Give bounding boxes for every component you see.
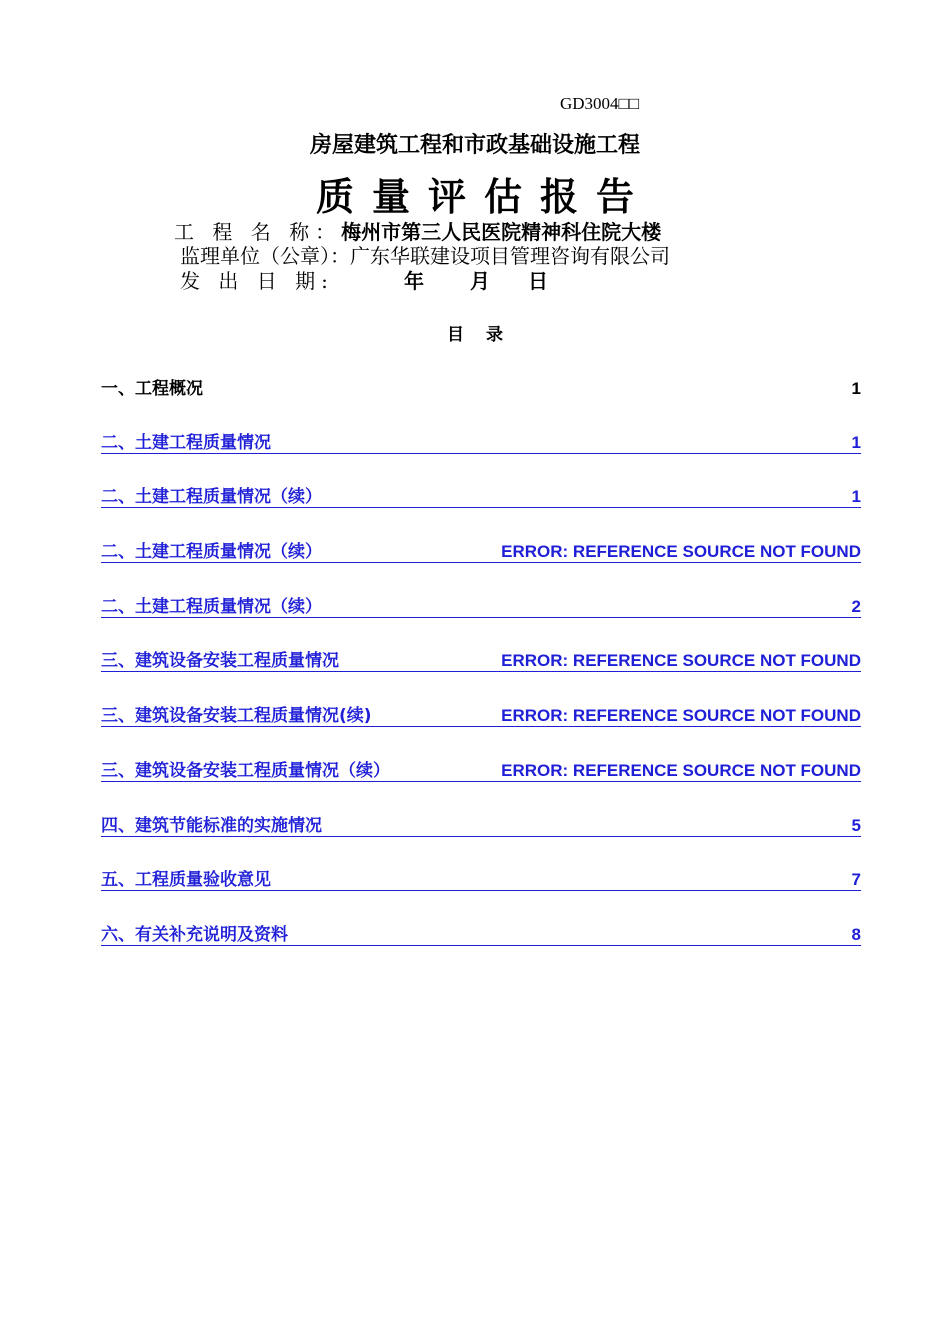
toc-entry-page: 1 xyxy=(851,432,861,452)
toc-entry[interactable] xyxy=(101,863,861,891)
table-of-contents xyxy=(101,372,861,973)
toc-entry[interactable] xyxy=(101,590,861,618)
toc-entry-title: 三、建筑设备安装工程质量情况(续) xyxy=(101,706,372,727)
date-month: 月 xyxy=(470,269,490,293)
date-day: 日 xyxy=(528,269,548,293)
toc-entry-page: 8 xyxy=(851,924,861,944)
issue-date-label: 发 出 日 期: xyxy=(180,269,334,293)
toc-entry-page: 1 xyxy=(851,379,861,398)
toc-entry-title: 六、有关补充说明及资料 xyxy=(101,924,288,945)
project-name-label: 工 程 名 称： xyxy=(174,220,342,244)
supervisor-value: 广东华联建设项目管理咨询有限公司 xyxy=(350,244,670,268)
toc-entry-title: 二、土建工程质量情况 xyxy=(101,432,271,453)
report-subtitle: 房屋建筑工程和市政基础设施工程 xyxy=(309,133,640,158)
toc-entry-title: 二、土建工程质量情况（续） xyxy=(101,542,322,563)
toc-entry[interactable] xyxy=(101,426,861,454)
project-name-value: 梅州市第三人民医院精神科住院大楼 xyxy=(341,220,662,244)
toc-entry-title: 五、工程质量验收意见 xyxy=(101,870,271,891)
toc-entry-page: 5 xyxy=(851,815,861,835)
toc-entry[interactable] xyxy=(101,480,861,508)
toc-entry[interactable] xyxy=(101,535,861,563)
toc-entry[interactable] xyxy=(101,372,861,399)
toc-entry-title: 四、建筑节能标准的实施情况 xyxy=(101,815,322,836)
toc-entry[interactable] xyxy=(101,918,861,946)
toc-entry-page: 2 xyxy=(851,596,861,616)
toc-entry[interactable] xyxy=(101,644,861,672)
toc-entry-page: ERROR: REFERENCE SOURCE NOT FOUND xyxy=(501,542,861,562)
toc-entry[interactable] xyxy=(101,699,861,727)
toc-entry[interactable] xyxy=(101,754,861,782)
report-title: 质量评估报告 xyxy=(315,174,652,219)
toc-entry-page: ERROR: REFERENCE SOURCE NOT FOUND xyxy=(501,706,861,726)
toc-entry-title: 三、建筑设备安装工程质量情况（续） xyxy=(101,760,390,781)
toc-entry-title: 三、建筑设备安装工程质量情况 xyxy=(101,651,339,672)
toc-entry-page: ERROR: REFERENCE SOURCE NOT FOUND xyxy=(501,651,861,671)
toc-entry-title: 二、土建工程质量情况（续） xyxy=(101,596,322,617)
document-code: GD3004□□ xyxy=(560,94,640,113)
toc-entry-page: ERROR: REFERENCE SOURCE NOT FOUND xyxy=(501,760,861,780)
supervisor-label: 监理单位（公章）： xyxy=(180,244,350,268)
toc-entry-page: 7 xyxy=(851,870,861,890)
issue-date-line xyxy=(180,265,334,294)
toc-entry-title: 一、工程概况 xyxy=(101,379,203,399)
toc-entry[interactable] xyxy=(101,809,861,837)
toc-heading: 目录 xyxy=(447,325,525,345)
toc-entry-page: 1 xyxy=(851,487,861,507)
toc-entry-title: 二、土建工程质量情况（续） xyxy=(101,487,322,508)
date-year: 年 xyxy=(404,269,424,293)
